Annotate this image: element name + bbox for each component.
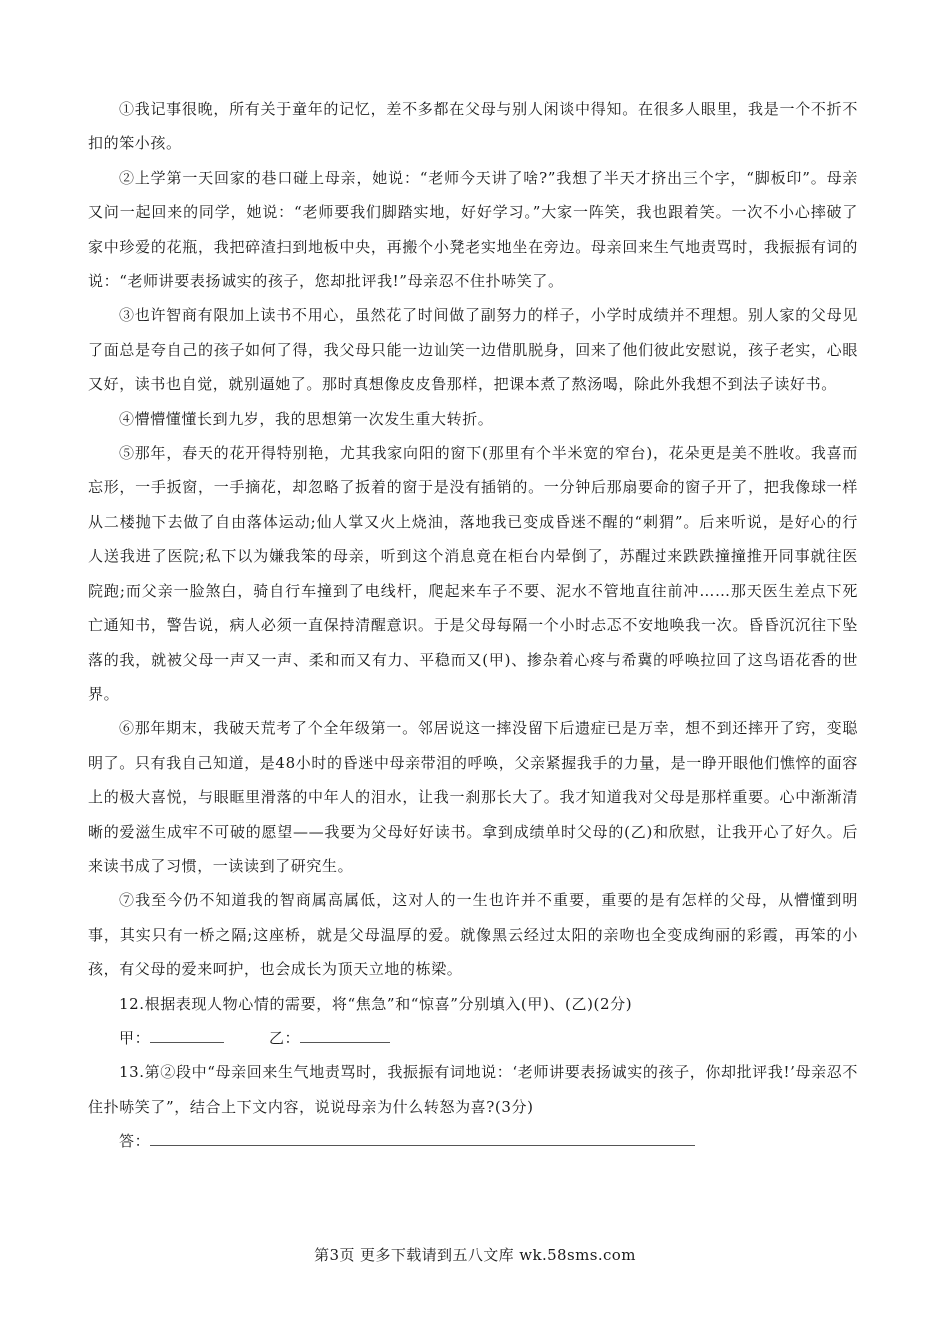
- question-13-answer-row: [88, 1124, 858, 1158]
- paragraph-2: ②上学第一天回家的巷口碰上母亲，她说：“老师今天讲了啥?”我想了半天才挤出三个字，“脚板印”。母亲又问一起回来的同学，她说：“老师要我们脚踏实地，好好学习。”大家一阵笑，我也跟着笑。一次不小心摔破了家中珍爱的花瓶，我把碎渣扫到地板中央，再搬个小凳老实地坐在旁边。母亲回来生气地责骂时，我振振有词的说：“老师讲要表扬诚实的孩子，您却批评我!”母亲忍不住扑哧笑了。: [88, 168, 858, 291]
- blank-a-line[interactable]: [150, 1024, 224, 1043]
- question-12: 12.根据表现人物心情的需要，将“焦急”和“惊喜”分别填入(甲)、(乙)(2分): [119, 994, 633, 1013]
- question-13: 13.第②段中“母亲回来生气地责骂时，我振振有词地说：‘老师讲要表扬诚实的孩子，你却批评我!’母亲忍不住扑哧笑了”，结合上下文内容，说说母亲为什么转怒为喜?(3分): [88, 1063, 858, 1116]
- blank-b-label: 乙：: [268, 1028, 301, 1047]
- paragraph-5: ⑤那年，春天的花开得特别艳，尤其我家向阳的窗下(那里有个半米宽的窄台)，花朵更是美不胜收。我喜而忘形，一手扳窗，一手摘花，却忽略了扳着的窗于是没有插销的。一分钟后那扇要命的窗子开了，把我像球一样从二楼抛下去做了自由落体运动;仙人掌又火上烧油，落地我已变成昏迷不醒的“刺猬”。后来听说，是好心的行人送我进了医院;私下以为嫌我笨的母亲，听到这个消息竟在柜台内晕倒了，苏醒过来跌跌撞撞推开同事就往医院跑;而父亲一脸煞白，骑自行车撞到了电线杆，爬起来车子不要、泥水不管地直往前冲……那天医生差点下死亡通知书，警告说，病人必须一直保持清醒意识。于是父母每隔一个小时忐忑不安地唤我一次。昏昏沉沉往下坠落的我，就被父母一声又一声、柔和而又有力、平稳而又(甲)、掺杂着心疼与希冀的呼唤拉回了这鸟语花香的世界。: [88, 444, 858, 703]
- passage-body: [88, 92, 858, 1159]
- question-12-answer-row: [88, 1021, 858, 1055]
- paragraph-1: ①我记事很晚，所有关于童年的记忆，差不多都在父母与别人闲谈中得知。在很多人眼里，我是一个不折不扣的笨小孩。: [88, 100, 858, 153]
- answer-label: 答：: [119, 1132, 151, 1151]
- blank-b-line[interactable]: [300, 1024, 390, 1043]
- blank-a-label: 甲：: [119, 1028, 151, 1047]
- paragraph-3: ③也许智商有限加上读书不用心，虽然花了时间做了副努力的样子，小学时成绩并不理想。别人家的父母见了面总是夸自己的孩子如何了得，我父母只能一边讪笑一边借肌脱身，回来了他们彼此安慰说，孩子老实，心眼又好，读书也自觉，就别逼她了。那时真想像皮皮鲁那样，把课本煮了熬汤喝，除此外我想不到法子读好书。: [88, 306, 858, 394]
- paragraph-6: ⑥那年期末，我破天荒考了个全年级第一。邻居说这一摔没留下后遗症已是万幸，想不到还摔开了窍，变聪明了。只有我自己知道，是48小时的昏迷中母亲带泪的呼唤，父亲紧握我手的力量，是一睁开眼他们憔悴的面容上的极大喜悦，与眼眶里滑落的中年人的泪水，让我一刹那长大了。我才知道我对父母是那样重要。心中渐渐清晰的爱滋生成牢不可破的愿望——我要为父母好好读书。拿到成绩单时父母的(乙)和欣慰，让我开心了好久。后来读书成了习惯，一读读到了研究生。: [88, 719, 858, 875]
- answer-line[interactable]: [150, 1127, 695, 1146]
- page-footer: 第3页 更多下载请到五八文库 wk.58sms.com: [314, 1246, 636, 1264]
- paragraph-7: ⑦我至今仍不知道我的智商属高属低，这对人的一生也许并不重要，重要的是有怎样的父母，从懵懂到明事，其实只有一桥之隔;这座桥，就是父母温厚的爱。就像黑云经过太阳的亲吻也全变成绚丽的彩霞，再笨的小孩，有父母的爱来呵护，也会成长为顶天立地的栋梁。: [88, 891, 858, 979]
- paragraph-4: ④懵懵懂懂长到九岁，我的思想第一次发生重大转折。: [119, 409, 494, 428]
